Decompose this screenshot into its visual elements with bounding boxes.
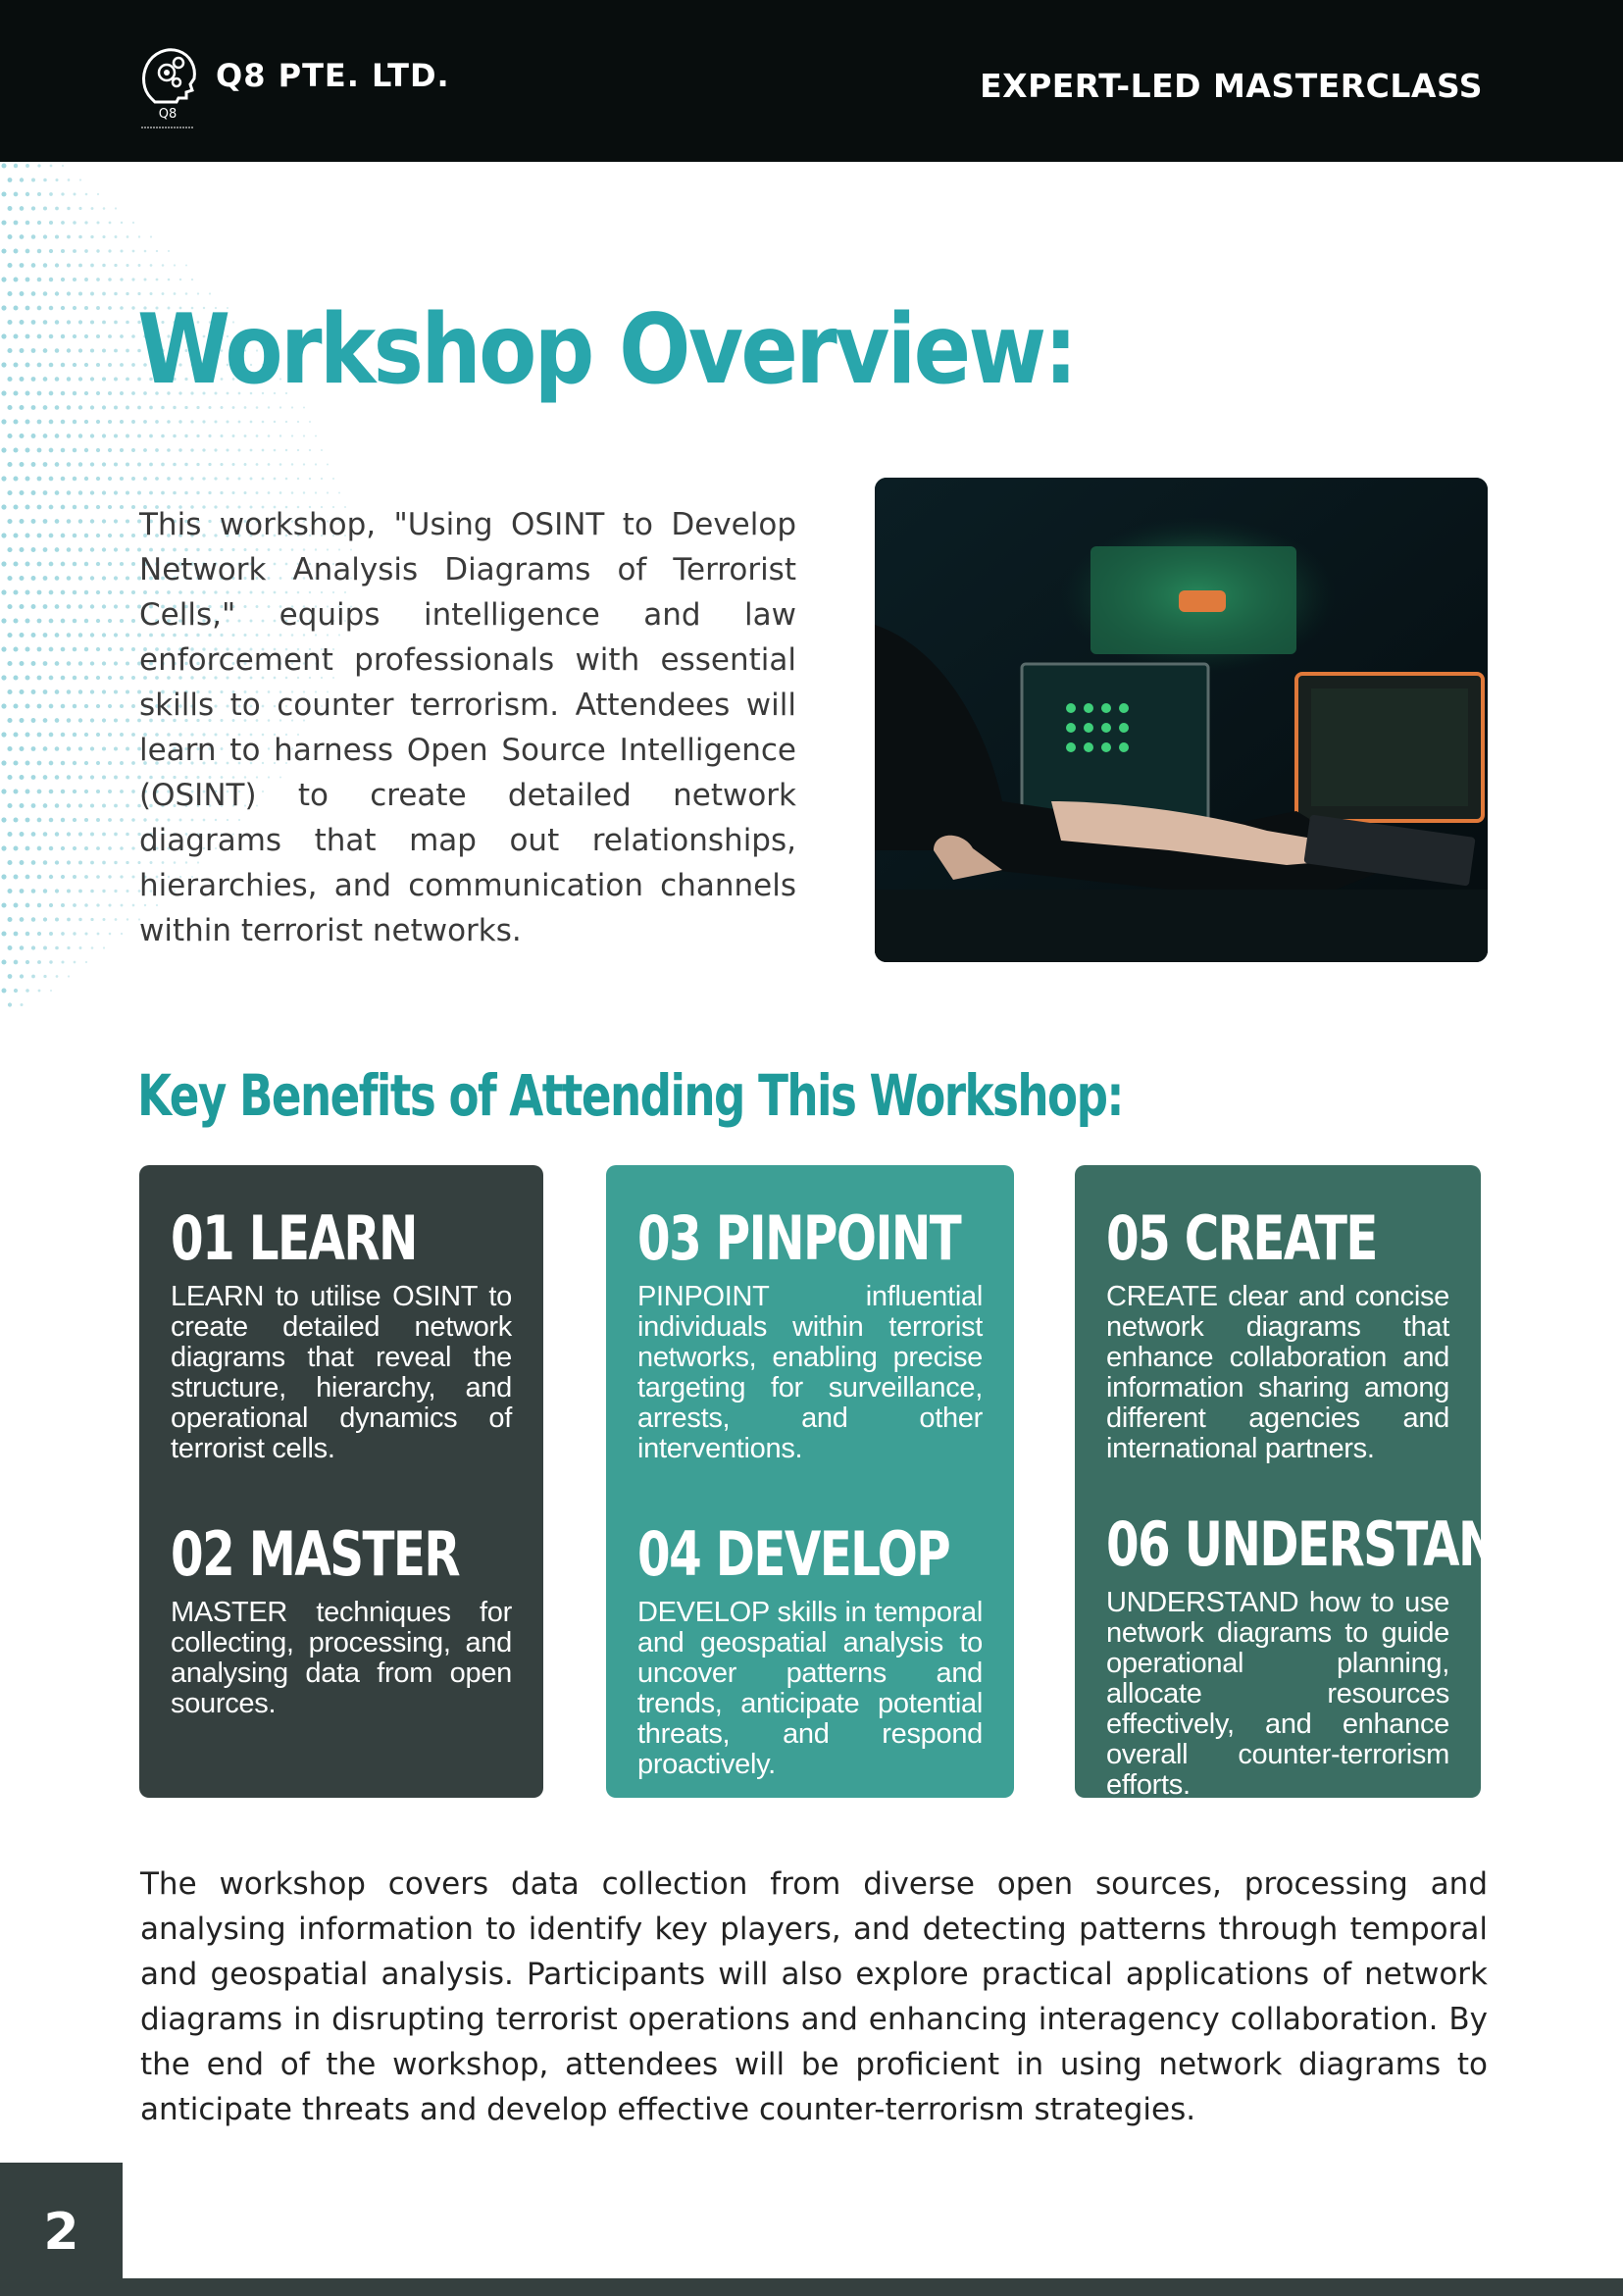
overview-title: Workshop Overview:: [137, 294, 1076, 406]
benefit-title: LEARN: [248, 1202, 417, 1274]
page-number: 2: [43, 2203, 79, 2262]
benefit-number: 05: [1106, 1202, 1170, 1274]
benefit-text: LEARN to utilise OSINT to create detailed network diagrams that reveal the structure, hierarchy, and operational dynamics of terrorist cells.: [171, 1281, 512, 1464]
benefit-text: PINPOINT influential individuals within terrorist networks, enabling precise targeting for surveillance, arrests, and other interventions.: [637, 1281, 983, 1464]
logo-caption: Q8: [158, 107, 178, 122]
overview-paragraph: This workshop, "Using OSINT to Develop Network Analysis Diagrams of Terrorist Cells," equips intelligence and law enforcement professionals with essential skills to counter terrorism. Attendees will learn to harness Open Source Intelligence (OSINT) to create detailed network diagrams that map out relationships, hierarchies, and communication channels within terrorist networks.: [139, 507, 796, 948]
benefit-number: 03: [637, 1202, 701, 1274]
benefit-heading: [1106, 1202, 1377, 1274]
benefit-heading: [171, 1518, 460, 1590]
hacker-photo: [875, 478, 1488, 962]
benefit-item-learn: [171, 1202, 512, 1464]
benefit-title: CREATE: [1184, 1202, 1377, 1274]
benefit-heading: [171, 1202, 436, 1274]
benefit-heading: [637, 1202, 961, 1274]
benefit-item-pinpoint: [637, 1202, 983, 1464]
hacker-at-computer-image: [875, 478, 1488, 962]
closing-paragraph: The workshop covers data collection from diverse open sources, processing and analysing information to identify key players, and detecting patterns through temporal and geospatial analysis. Participants will also explore practical applications of network diagrams in disrupting terrorist operations and enhancing interagency collaboration. By the end of the workshop, attendees will be proficient in using network diagrams to anticipate threats and develop effective counter-terrorism strategies.: [140, 1866, 1488, 2127]
benefit-title: MASTER: [248, 1518, 460, 1590]
benefit-card-3: [1075, 1165, 1535, 1801]
benefit-item-develop: [637, 1518, 983, 1780]
head-gear-logo-icon: [137, 41, 198, 131]
benefit-heading: [1106, 1508, 1535, 1580]
benefit-heading: [637, 1518, 950, 1590]
benefit-item-master: [171, 1518, 512, 1719]
benefit-text: UNDERSTAND how to use network diagrams to guide operational planning, allocate resources effectively, and enhance overall counter-terrorism efforts.: [1106, 1587, 1449, 1801]
benefit-number: 02: [171, 1518, 234, 1590]
benefit-card-1: [139, 1165, 543, 1798]
benefit-item-create: [1106, 1202, 1449, 1464]
benefit-item-understand: [1106, 1508, 1535, 1801]
benefit-card-2: [606, 1165, 1014, 1798]
benefit-title: PINPOINT: [715, 1202, 961, 1274]
benefit-number: 06: [1106, 1508, 1170, 1580]
benefit-text: DEVELOP skills in temporal and geospatial analysis to uncover patterns and trends, anticipate potential threats, and respond proactively.: [637, 1597, 983, 1780]
company-name: Q8 PTE. LTD.: [216, 57, 450, 94]
benefits-title: Key Benefits of Attending This Workshop:: [137, 1062, 1123, 1129]
benefit-number: 04: [637, 1518, 701, 1590]
benefit-text: CREATE clear and concise network diagrams that enhance collaboration and information sharing among different agencies and international partners.: [1106, 1281, 1449, 1464]
benefit-title: DEVELOP: [715, 1518, 950, 1590]
page-header: [0, 0, 1623, 162]
footer-bar: [123, 2278, 1623, 2296]
masterclass-label: EXPERT-LED MASTERCLASS: [980, 67, 1483, 105]
benefit-number: 01: [171, 1202, 234, 1274]
benefit-text: MASTER techniques for collecting, processing, and analysing data from open sources.: [171, 1597, 512, 1719]
benefit-title: UNDERSTAND: [1184, 1508, 1535, 1580]
